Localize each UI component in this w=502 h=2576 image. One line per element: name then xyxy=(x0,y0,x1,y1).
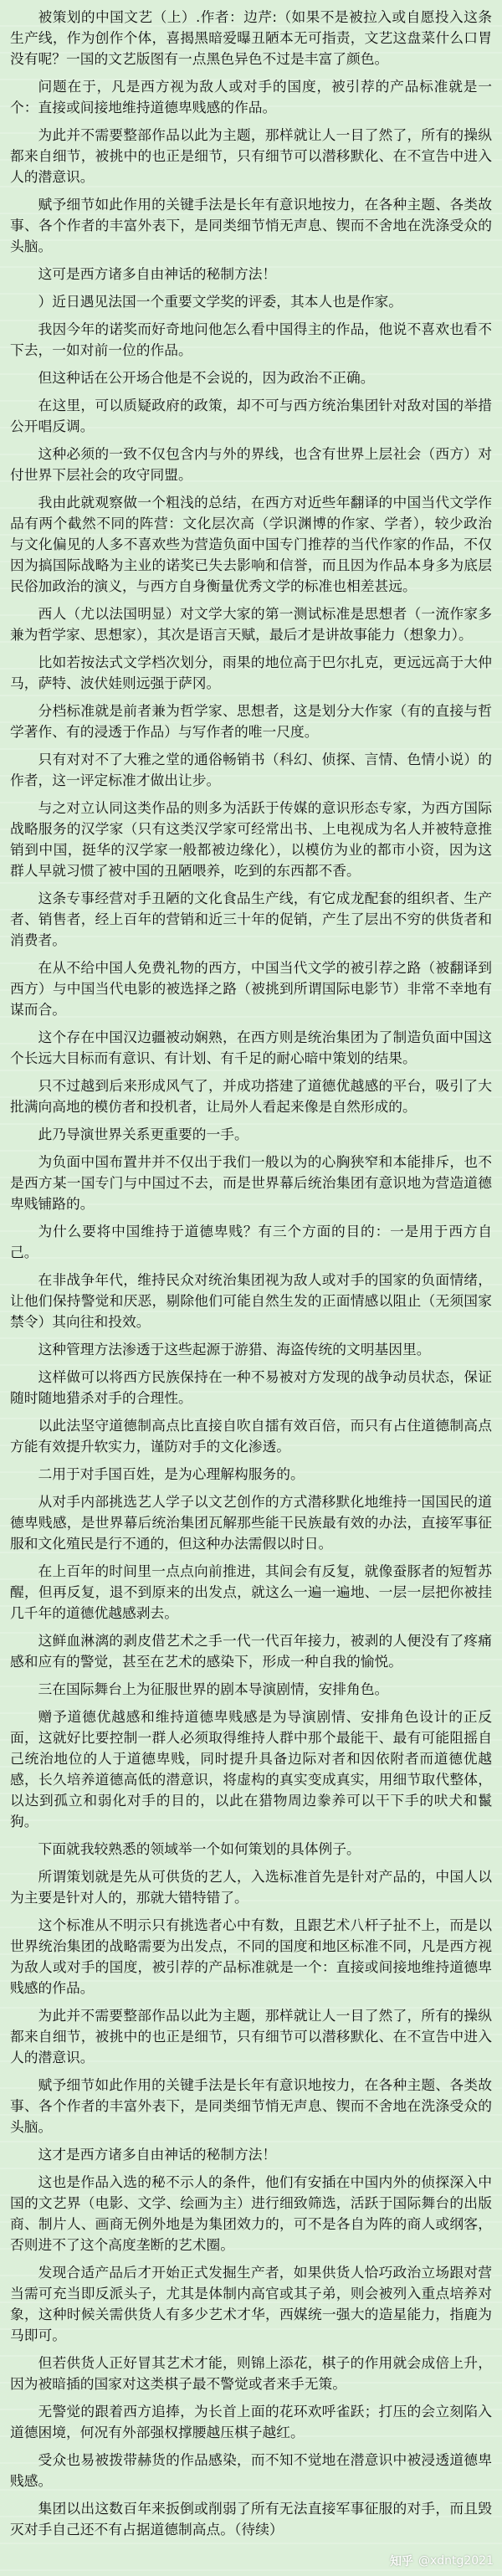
article-paragraph: 为此并不需要整部作品以此为主题，那样就让人一目了然了，所有的操纵都来自细节，被挑中的也正是细节，只有细节可以潜移默化、在不宣告中进入人的潜意识。 xyxy=(10,126,492,185)
article-paragraph: 这条专事经营对手丑陋的文化食品生产线，有它成龙配套的组织者、生产者、销售者，经上百年的营销和近三十年的促销，产生了层出不穷的供货者和消费者。 xyxy=(10,890,492,948)
article-paragraph: 二用于对手国百姓，是为心理解构服务的。 xyxy=(38,1465,305,1482)
article-paragraph: 比如若按法式文学档次划分，雨果的地位高于巴尔扎克，更远远高于大仲马，萨特、波伏娃则远强于萨冈。 xyxy=(10,654,492,691)
article-paragraph: 赠予道德优越感和维持道德卑贱感是为导演剧情、安排角色设计的正反面，这就好比要控制一群人必须取得维持人群中那个最能干、最有可能阻摇自己统治地位的人于道德卑贱，同时提升具备边际对者和因依附者而道德优越感，长久培养道德高低的潜意识，将虚构的真实变成真实，用细节取代整体，以达到孤立和弱化对手的目的，以此在猎物周边豢养可以干下手的吠犬和鬣狗。 xyxy=(10,1708,492,1829)
article-paragraph: 这个标准从不明示只有挑选者心中有数，且跟艺术八杆子扯不上，而是以世界统治集团的战略需要为出发点，不同的国度和地区标准不同，凡是西方视为敌人或对手的国度，被引荐的产品标准就是一个：直接或间接地维持道德卑贱感的作品。 xyxy=(10,1917,492,1996)
article-paragraph: 赋予细节如此作用的关键手法是长年有意识地按力，在各种主题、各类故事、各个作者的丰富外表下，是同类细节悄无声息、锲而不舍地在洗涤受众的头脑。 xyxy=(10,2076,492,2135)
author-handle: @xdntg2021 xyxy=(417,2554,494,2568)
article-paragraph: 所谓策划就是先从可供货的艺人，入选标准首先是针对产品的，中国人以为主要是针对人的，那就大错特错了。 xyxy=(10,1868,492,1906)
article-paragraph: 受众也易被拨带赫货的作品感染，而不知不觉地在潜意识中被浸透道德卑贱感。 xyxy=(10,2451,492,2489)
article-paragraph: 但这种话在公开场合他是不会说的，因为政治不正确。 xyxy=(38,369,375,386)
article-paragraph: 发现合适产品后才开始正式发掘生产者，如果供货人恰巧政治立场跟对营当需可充当即反派头子，尤其是体制内高官或其子弟，则会被列入重点培养对象，这种时候关需供货人有多少艺术才华，西媒统一强大的造星能力，指鹿为马即可。 xyxy=(10,2264,492,2343)
article-paragraph: 我由此就观察做一个粗浅的总结，在西方对近些年翻译的中国当代文学作品有两个截然不同的阵营：文化层次高（学识渊博的作家、学者），较少政治与文化偏见的人多不喜欢些为营造负面中国专门推荐的当代作家的作品，不仅因为搞国际战略为主业的诺奖已失去影响和信誉，而且因为作品本身多为底层民俗加政治的演义，与西方自身衡量优秀文学的标准也相差甚远。 xyxy=(10,494,492,594)
article-paragraph: ）近日遇见法国一个重要文学奖的评委，其本人也是作家。 xyxy=(38,293,403,310)
article-paragraph: 这鲜血淋漓的剥皮借艺术之手一代一代百年接力，被剥的人便没有了疼痛感和应有的警觉，甚至在艺术的感染下，形成一种自我的愉悦。 xyxy=(10,1632,492,1670)
watermark xyxy=(390,2553,494,2569)
article-paragraph: 以此法坚守道德制高点比直接自吹自擂有效百倍，而只有占住道德制高点方能有效提升软实力，谨防对手的文化渗透。 xyxy=(10,1417,492,1455)
article-paragraph: 赋予细节如此作用的关键手法是长年有意识地按力，在各种主题、各类故事、各个作者的丰富外表下，是同类细节悄无声息、锲而不舍地在洗涤受众的头脑。 xyxy=(10,196,492,254)
article-paragraph: 只有对对不了大雅之堂的通俗畅销书（科幻、侦探、言情、色情小说）的作者，这一评定标准才做出让步。 xyxy=(10,751,492,788)
article-paragraph: 西人（尤以法国明显）对文学大家的第一测试标准是思想者（一流作家多兼为哲学家、思想家），其次是语言天赋，最后才是讲故事能力（想象力）。 xyxy=(10,605,492,643)
article-paragraph: 这种管理方法渗透于这些起源于游猎、海盗传统的文明基因里。 xyxy=(38,1341,431,1357)
article-paragraph: 分档标准就是前者兼为哲学家、思想者，这是划分大作家（有的直接与哲学著作、有的浸透于作品）与写作者的唯一尺度。 xyxy=(10,702,492,740)
article-paragraph: 我因今年的诺奖而好奇地问他怎么看中国得主的作品，他说不喜欢也看不下去，一如对前一位的作品。 xyxy=(10,321,492,358)
article-paragraph: 但若供货人正好冒其艺术才能，则锦上添花，棋子的作用就会成倍上升，因为被暗插的国家对这类棋子最不警觉或者来手无策。 xyxy=(10,2354,492,2392)
article-paragraph: 这可是西方诸多自由神话的秘制方法！ xyxy=(38,265,277,282)
article-paragraph: 这种必须的一致不仅包含内与外的界线，也含有世界上层社会（西方）对付世界下层社会的攻守同盟。 xyxy=(10,445,492,483)
article-paragraph: 这才是西方诸多自由神话的秘制方法！ xyxy=(38,2146,277,2163)
article-paragraph: 为此并不需要整部作品以此为主题，那样就让人一目了然了，所有的操纵都来自细节，被挑中的也正是细节，只有细节可以潜移默化、在不宣告中进入人的潜意识。 xyxy=(10,2007,492,2065)
article-paragraph: 从对手内部挑选艺人学子以文艺创作的方式潜移默化地维持一国国民的道德卑贱感，是世界幕后统治集团瓦解那些能干民族最有效的办法，直接军事征服和文化殖民是行不通的，但这种办法需假以时日。 xyxy=(10,1493,492,1552)
article-paragraph: 被策划的中国文艺（上）.作者：边芹:（如果不是被拉入或自愿投入这条生产线，作为创作个体，喜揭黑暗爱曝丑陋本无可指责，文艺这盘菜什么口胃没有呢？一国的文艺版图有一点黑色异色不过是丰富了颜色。 xyxy=(10,8,492,67)
article-paragraph: 为负面中国布置井并不仅出于我们一般以为的心胸狭窄和本能排斥，也不是西方某一国专门与中国过不去，而是世界幕后统治集团有意识地为营造道德卑贱铺路的。 xyxy=(10,1153,492,1212)
article-paragraph: 在上百年的时间里一点点向前推进，其间会有反复，就像蚕豚者的短暂苏醒，但再反复，退不到原来的出发点，就这么一遍一遍地、一层一层把你被挂几千年的道德优越感剥去。 xyxy=(10,1563,492,1621)
article-paragraph: 只不过越到后来形成风气了，并成功搭建了道德优越感的平台，吸引了大批满向高地的模仿者和投机者，让局外人看起来像是自然形成的。 xyxy=(10,1077,492,1115)
article-paragraph: 在非战争年代，维持民众对统治集团视为敌人或对手的国家的负面情绪，让他们保持警觉和厌恶，剔除他们可能自然生发的正面情感以阻止（无须国家禁令）其向往和投效。 xyxy=(10,1271,492,1330)
article-paragraph: 这样做可以将西方民族保持在一种不易被对方发现的战争动员状态，保证随时随地猎杀对手的合理性。 xyxy=(10,1368,492,1406)
article-paragraph: 集团以出这数百年来扳倒或削弱了所有无法直接军事征服的对手，而且毁灭对手自己还不有占据道德制高点。（待续） xyxy=(10,2500,492,2538)
article-body xyxy=(10,7,492,2540)
article-paragraph: 问题在于，凡是西方视为敌人或对手的国度，被引荐的产品标准就是一个：直接或间接地维持道德卑贱感的作品。 xyxy=(10,78,492,115)
article-paragraph: 这也是作品入选的秘不示人的条件，他们有安插在中国内外的侦探深入中国的文艺界（电影、文学、绘画为主）进行细致筛选，活跃于国际舞台的出版商、制片人、画商无例外地是为集团效力的，可不是各自为阵的商人或纲客，否则进不了这个高度垄断的艺术圈。 xyxy=(10,2173,492,2253)
article-paragraph: 此乃导演世界关系更重要的一手。 xyxy=(38,1126,248,1142)
article-paragraph: 下面就我较熟悉的领域举一个如何策划的具体例子。 xyxy=(38,1840,361,1857)
article-paragraph: 这个存在中国汉边疆被动娴熟，在西方则是统治集团为了制造负面中国这个长远大目标而有意识、有计划、有千足的耐心暗中策划的结果。 xyxy=(10,1029,492,1066)
article-paragraph: 在从不给中国人免费礼物的西方，中国当代文学的被引荐之路（被翻译到西方）与中国当代电影的被选择之路（被挑到所谓国际电影节）非常不幸地有谋而合。 xyxy=(10,959,492,1018)
article-paragraph: 在这里，可以质疑政府的政策，却不可与西方统治集团针对敌对国的举措公开唱反调。 xyxy=(10,397,492,434)
article-paragraph: 为什么要将中国维持于道德卑贱？有三个方面的目的：一是用于西方自己。 xyxy=(10,1223,492,1260)
zhihu-logo: 知乎 xyxy=(389,2555,413,2568)
article-paragraph: 三在国际舞台上为征服世界的剧本导演剧情，安排角色。 xyxy=(38,1681,389,1697)
article-paragraph: 与之对立认同这类作品的则多为活跃于传媒的意识形态专家，为西方国际战略服务的汉学家（只有这类汉学家可经常出书、上电视成为名人并被特意推销到中国，挺华的汉学家一般都被边缘化），以模仿为业的都市小资，因为这群人早就习惯了被中国的丑陋喂养，吃到的东西都不香。 xyxy=(10,799,492,879)
article-paragraph: 无警觉的跟着西方追捧，为长首上面的花环欢呼雀跃；打压的会立刻陷入道德困境，何况有外部强权撑腰越压棋子越红。 xyxy=(10,2403,492,2440)
